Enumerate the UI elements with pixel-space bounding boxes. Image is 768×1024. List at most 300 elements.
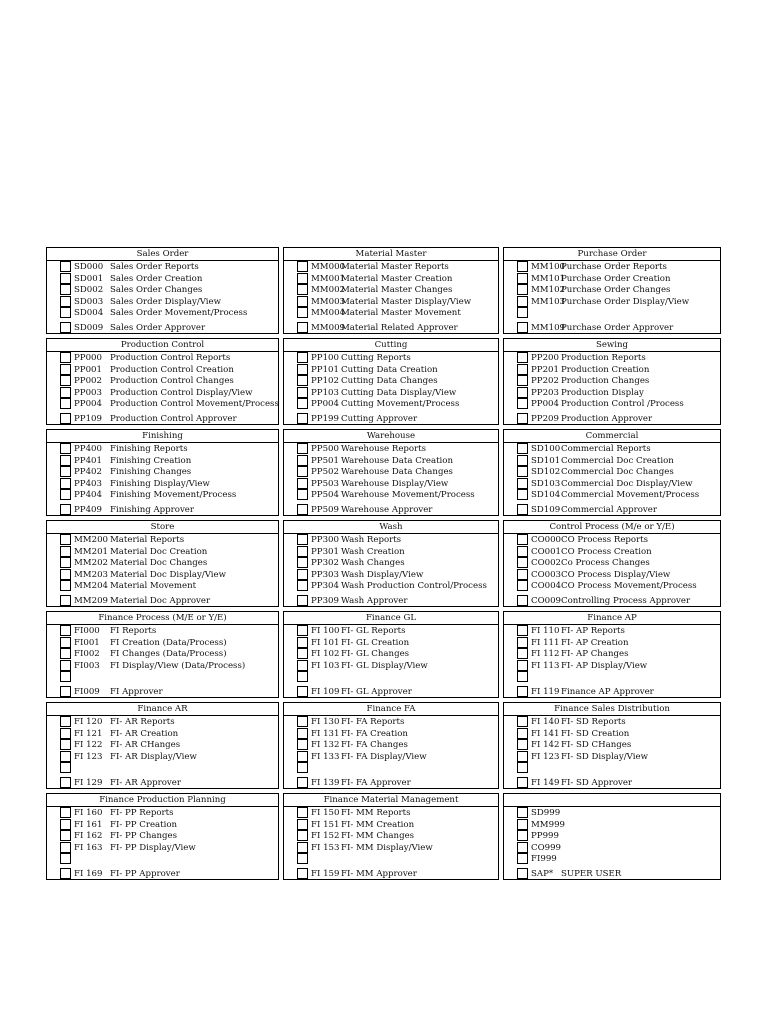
permission-row (284, 763, 498, 775)
permission-description: Sales Order Reports (110, 262, 199, 272)
permission-code: PP004 (74, 399, 102, 410)
section-title: Sewing (504, 339, 720, 352)
permission-code: CO001 (531, 546, 562, 557)
checkbox[interactable] (517, 466, 528, 477)
section-title: Finance AR (47, 703, 278, 716)
permission-row (284, 444, 498, 456)
permission-code: MM202 (74, 558, 109, 569)
checkbox[interactable] (517, 660, 528, 671)
permission-code: FI 161 (74, 819, 103, 830)
section-title: Commercial (504, 430, 720, 443)
permission-code: PP199 (311, 414, 339, 424)
permission-description: Warehouse Movement/Process (341, 490, 475, 501)
checkbox[interactable] (517, 352, 528, 363)
permission-code: FI 169 (74, 869, 103, 879)
checkbox[interactable] (297, 569, 308, 580)
checkbox[interactable] (517, 557, 528, 568)
permission-code: PP409 (74, 505, 102, 515)
permission-description: Sales Order Changes (110, 285, 203, 296)
permission-row (284, 740, 498, 752)
checkbox[interactable] (297, 478, 308, 489)
permission-row (47, 399, 278, 411)
permission-list (47, 535, 278, 606)
checkbox[interactable] (297, 352, 308, 363)
checkbox[interactable] (297, 716, 308, 727)
permission-description: Commercial Doc Changes (561, 467, 674, 478)
checkbox[interactable] (60, 534, 71, 545)
permission-description: Wash Changes (341, 558, 405, 569)
permission-description: FI- MM Display/View (341, 842, 433, 853)
permission-description: Material Doc Display/View (110, 569, 226, 580)
checkbox[interactable] (517, 751, 528, 762)
permission-code: CO004 (531, 581, 562, 592)
permission-code: MM109 (531, 323, 566, 333)
checkbox[interactable] (297, 686, 308, 697)
checkbox[interactable] (517, 375, 528, 386)
permission-description: Sales Order Display/View (110, 296, 221, 307)
checkbox[interactable] (60, 261, 71, 272)
checkbox[interactable] (297, 853, 308, 864)
checkbox[interactable] (297, 489, 308, 500)
permission-list (504, 808, 720, 879)
approver-row (284, 414, 498, 426)
checkbox[interactable] (517, 807, 528, 818)
permission-row (47, 353, 278, 365)
permission-code: FI 122 (74, 740, 103, 751)
checkbox[interactable] (517, 819, 528, 830)
permission-code: PP102 (311, 376, 339, 387)
permission-code: MM200 (74, 535, 109, 545)
permission-code: FI 123 (531, 751, 560, 762)
approver-row (504, 323, 720, 335)
checkbox[interactable] (517, 387, 528, 398)
checkbox[interactable] (297, 261, 308, 272)
permission-code: PP502 (311, 467, 339, 478)
checkbox[interactable] (517, 504, 528, 515)
checkbox[interactable] (517, 716, 528, 727)
approver-row (284, 778, 498, 790)
checkbox[interactable] (60, 387, 71, 398)
permission-row (504, 763, 720, 775)
checkbox[interactable] (517, 580, 528, 591)
approver-row (47, 687, 278, 699)
checkbox[interactable] (517, 637, 528, 648)
permission-description: Co Process Changes (561, 558, 650, 569)
permission-code: FI 159 (311, 869, 340, 879)
permission-row (504, 581, 720, 593)
checkbox[interactable] (517, 762, 528, 773)
permission-code: FI009 (74, 687, 100, 697)
permission-description: Cutting Data Creation (341, 364, 438, 375)
section-title (504, 794, 720, 807)
checkbox[interactable] (60, 868, 71, 879)
permission-row (504, 376, 720, 388)
checkbox[interactable] (297, 830, 308, 841)
checkbox[interactable] (517, 534, 528, 545)
checkbox[interactable] (297, 296, 308, 307)
permission-description: Production Control Reports (110, 353, 231, 363)
checkbox[interactable] (517, 546, 528, 557)
checkbox[interactable] (297, 466, 308, 477)
checkbox[interactable] (60, 739, 71, 750)
checkbox[interactable] (60, 625, 71, 636)
permission-description: CO Process Creation (561, 546, 652, 557)
permission-description: FI- FA Changes (341, 740, 408, 751)
checkbox[interactable] (60, 595, 71, 606)
permission-row (504, 308, 720, 320)
permission-description: Production Control Changes (110, 376, 234, 387)
permission-description: Finishing Movement/Process (110, 490, 237, 501)
permission-description: FI- GL Changes (341, 649, 410, 660)
permission-code: PP304 (311, 581, 339, 592)
checkbox[interactable] (297, 751, 308, 762)
checkbox[interactable] (60, 413, 71, 424)
permission-description: FI- SD CHanges (561, 740, 632, 751)
permission-row (47, 479, 278, 491)
permission-code: FI 102 (311, 649, 340, 660)
permission-row (504, 740, 720, 752)
checkbox[interactable] (60, 466, 71, 477)
permission-code: CO999 (531, 842, 562, 853)
permission-row (504, 717, 720, 729)
permission-row (47, 729, 278, 741)
permission-code: FI 142 (531, 740, 560, 751)
checkbox[interactable] (297, 807, 308, 818)
checkbox[interactable] (60, 637, 71, 648)
permission-description: Material Doc Creation (110, 546, 208, 557)
permission-description: SUPER USER (561, 869, 622, 879)
permission-description: FI- AP Creation (561, 637, 629, 648)
permission-code: PP200 (531, 353, 559, 363)
permission-description: Finishing Reports (110, 444, 188, 454)
checkbox[interactable] (517, 413, 528, 424)
permission-code: SD003 (74, 296, 104, 307)
permission-code: FI 162 (74, 831, 103, 842)
permission-description: Sales Order Movement/Process (110, 308, 248, 319)
permission-code: FI 111 (531, 637, 560, 648)
permission-code: FI 131 (311, 728, 340, 739)
permission-description: FI- PP Changes (110, 831, 178, 842)
permission-code: FI 110 (531, 626, 560, 636)
checkbox[interactable] (297, 273, 308, 284)
permission-row (504, 626, 720, 638)
checkbox[interactable] (60, 504, 71, 515)
permission-code: FI 149 (531, 778, 560, 788)
checkbox[interactable] (297, 387, 308, 398)
permission-code: PP100 (311, 353, 339, 363)
checkbox[interactable] (517, 443, 528, 454)
permission-description: Commercial Doc Creation (561, 455, 674, 466)
checkbox[interactable] (517, 739, 528, 750)
section-title: Store (47, 521, 278, 534)
permission-row (47, 456, 278, 468)
checkbox[interactable] (297, 322, 308, 333)
checkbox[interactable] (297, 580, 308, 591)
approver-row (284, 323, 498, 335)
checkbox[interactable] (60, 352, 71, 363)
checkbox[interactable] (60, 557, 71, 568)
permission-description: FI- AR Display/View (110, 751, 197, 762)
permission-description: Purchase Order Reports (561, 262, 667, 272)
checkbox[interactable] (517, 648, 528, 659)
checkbox[interactable] (517, 777, 528, 788)
checkbox[interactable] (297, 728, 308, 739)
permission-row (47, 535, 278, 547)
checkbox[interactable] (297, 739, 308, 750)
permission-row (284, 308, 498, 320)
permission-description: FI- SD Creation (561, 728, 630, 739)
section-box (46, 702, 279, 789)
checkbox[interactable] (60, 716, 71, 727)
checkbox[interactable] (517, 569, 528, 580)
permission-code: FI000 (74, 626, 100, 636)
permission-code: SD001 (74, 273, 104, 284)
approver-row (284, 687, 498, 699)
permission-code: PP509 (311, 505, 339, 515)
checkbox[interactable] (517, 671, 528, 682)
checkbox[interactable] (60, 853, 71, 864)
permission-list (47, 353, 279, 424)
checkbox[interactable] (60, 830, 71, 841)
permission-row (47, 581, 278, 593)
checkbox[interactable] (297, 455, 308, 466)
checkbox[interactable] (297, 819, 308, 830)
permission-description: FI- SD Approver (561, 778, 633, 788)
permission-row (504, 843, 720, 855)
section-title: Finance FA (284, 703, 498, 716)
permission-code: MM004 (311, 308, 346, 319)
permission-description: Cutting Reports (341, 353, 411, 363)
checkbox[interactable] (60, 762, 71, 773)
permission-description: Wash Creation (341, 546, 405, 557)
checkbox[interactable] (297, 284, 308, 295)
permission-row (284, 399, 498, 411)
checkbox[interactable] (60, 648, 71, 659)
checkbox[interactable] (517, 595, 528, 606)
permission-row (284, 467, 498, 479)
permission-row (504, 729, 720, 741)
checkbox[interactable] (297, 842, 308, 853)
permission-description: Material Master Creation (341, 273, 453, 284)
checkbox[interactable] (517, 625, 528, 636)
checkbox[interactable] (297, 648, 308, 659)
permission-row (504, 456, 720, 468)
section-box (46, 338, 279, 425)
permission-description: Material Master Changes (341, 285, 453, 296)
checkbox[interactable] (297, 443, 308, 454)
permission-code: FI002 (74, 649, 100, 660)
checkbox[interactable] (297, 671, 308, 682)
approver-row (47, 596, 278, 608)
checkbox[interactable] (517, 296, 528, 307)
permission-code: SD004 (74, 308, 104, 319)
permission-code: PP500 (311, 444, 339, 454)
permission-code: SD100 (531, 444, 561, 454)
permission-description: FI- MM Creation (341, 819, 415, 830)
section-box (283, 247, 499, 334)
permission-row (284, 535, 498, 547)
permission-description: Production Control /Process (561, 399, 684, 410)
checkbox[interactable] (517, 284, 528, 295)
permission-row (47, 388, 278, 400)
checkbox[interactable] (60, 455, 71, 466)
permission-description: FI- GL Creation (341, 637, 410, 648)
permission-description: FI- PP Approver (110, 869, 180, 879)
checkbox[interactable] (517, 273, 528, 284)
permission-code: PP402 (74, 467, 102, 478)
approver-row (504, 869, 720, 881)
checkbox[interactable] (60, 807, 71, 818)
permission-code: FI 119 (531, 687, 560, 697)
permission-code: FI 153 (311, 842, 340, 853)
section-title: Material Master (284, 248, 498, 261)
checkbox[interactable] (60, 489, 71, 500)
section-box (503, 338, 721, 425)
checkbox[interactable] (297, 557, 308, 568)
permission-row (284, 649, 498, 661)
checkbox[interactable] (517, 842, 528, 853)
permission-row (47, 626, 278, 638)
checkbox[interactable] (517, 686, 528, 697)
permission-row (47, 763, 278, 775)
checkbox[interactable] (297, 534, 308, 545)
checkbox[interactable] (60, 322, 71, 333)
permission-list (47, 808, 278, 879)
permission-description: FI Reports (110, 626, 157, 636)
checkbox[interactable] (60, 751, 71, 762)
checkbox[interactable] (297, 595, 308, 606)
approver-row (47, 778, 278, 790)
permission-row (47, 262, 278, 274)
checkbox[interactable] (297, 375, 308, 386)
permission-row (504, 535, 720, 547)
permission-row (504, 752, 720, 764)
permission-description: FI Changes (Data/Process) (110, 649, 227, 660)
section-box (503, 520, 721, 607)
section-title: Finance GL (284, 612, 498, 625)
checkbox[interactable] (60, 580, 71, 591)
permission-row (284, 581, 498, 593)
permission-code: PP203 (531, 387, 559, 398)
checkbox[interactable] (517, 830, 528, 841)
checkbox[interactable] (60, 777, 71, 788)
checkbox[interactable] (297, 637, 308, 648)
permission-description: Production Control Display/View (110, 387, 253, 398)
permission-code: PP403 (74, 478, 102, 489)
checkbox[interactable] (297, 625, 308, 636)
checkbox[interactable] (60, 671, 71, 682)
checkbox[interactable] (60, 273, 71, 284)
checkbox[interactable] (297, 413, 308, 424)
permission-row (284, 843, 498, 855)
permission-list (284, 717, 498, 788)
checkbox[interactable] (60, 728, 71, 739)
permission-code: FI 139 (311, 778, 340, 788)
checkbox[interactable] (60, 686, 71, 697)
permission-row (504, 831, 720, 843)
permission-row (504, 854, 720, 866)
checkbox[interactable] (60, 284, 71, 295)
checkbox[interactable] (60, 443, 71, 454)
permission-code: MM009 (311, 323, 346, 333)
section-box (46, 611, 279, 698)
permission-description: Commercial Reports (561, 444, 651, 454)
checkbox[interactable] (60, 819, 71, 830)
permission-code: PP404 (74, 490, 102, 501)
permission-description: FI- FA Reports (341, 717, 405, 727)
permission-code: FI003 (74, 660, 100, 671)
checkbox[interactable] (60, 375, 71, 386)
checkbox[interactable] (517, 853, 528, 864)
checkbox[interactable] (297, 546, 308, 557)
checkbox[interactable] (297, 307, 308, 318)
checkbox[interactable] (517, 478, 528, 489)
approver-row (47, 414, 278, 426)
checkbox[interactable] (297, 777, 308, 788)
permission-row (504, 558, 720, 570)
checkbox[interactable] (517, 322, 528, 333)
checkbox[interactable] (297, 868, 308, 879)
checkbox[interactable] (517, 307, 528, 318)
permission-description: Controlling Process Approver (561, 596, 691, 606)
checkbox[interactable] (60, 546, 71, 557)
permission-row (284, 854, 498, 866)
checkbox[interactable] (60, 660, 71, 671)
permission-code: PP109 (74, 414, 102, 424)
permission-code: FI 109 (311, 687, 340, 697)
checkbox[interactable] (60, 478, 71, 489)
checkbox[interactable] (517, 728, 528, 739)
checkbox[interactable] (297, 504, 308, 515)
permission-row (47, 752, 278, 764)
section-title: Cutting (284, 339, 498, 352)
permission-code: FI001 (74, 637, 100, 648)
checkbox[interactable] (517, 489, 528, 500)
checkbox[interactable] (517, 868, 528, 879)
permission-row (47, 570, 278, 582)
permission-code: FI 151 (311, 819, 340, 830)
checkbox[interactable] (297, 660, 308, 671)
permission-row (47, 308, 278, 320)
permission-description: FI- PP Reports (110, 808, 174, 818)
checkbox[interactable] (60, 296, 71, 307)
checkbox[interactable] (60, 398, 71, 409)
permission-code: PP004 (311, 399, 339, 410)
permission-row (504, 638, 720, 650)
checkbox[interactable] (297, 364, 308, 375)
checkbox[interactable] (517, 455, 528, 466)
checkbox[interactable] (60, 569, 71, 580)
checkbox[interactable] (517, 364, 528, 375)
permission-description: FI- FA Creation (341, 728, 408, 739)
approver-row (47, 505, 278, 517)
checkbox[interactable] (517, 261, 528, 272)
checkbox[interactable] (60, 307, 71, 318)
permission-description: FI- MM Approver (341, 869, 417, 879)
checkbox[interactable] (297, 398, 308, 409)
checkbox[interactable] (60, 842, 71, 853)
checkbox[interactable] (60, 364, 71, 375)
permission-code: FI 160 (74, 808, 103, 818)
checkbox[interactable] (297, 762, 308, 773)
section-box (283, 338, 499, 425)
checkbox[interactable] (517, 398, 528, 409)
section-box (283, 793, 499, 880)
permission-list (504, 626, 720, 697)
permission-code: PP400 (74, 444, 102, 454)
permission-description: Material Related Approver (341, 323, 458, 333)
permission-list (47, 717, 278, 788)
